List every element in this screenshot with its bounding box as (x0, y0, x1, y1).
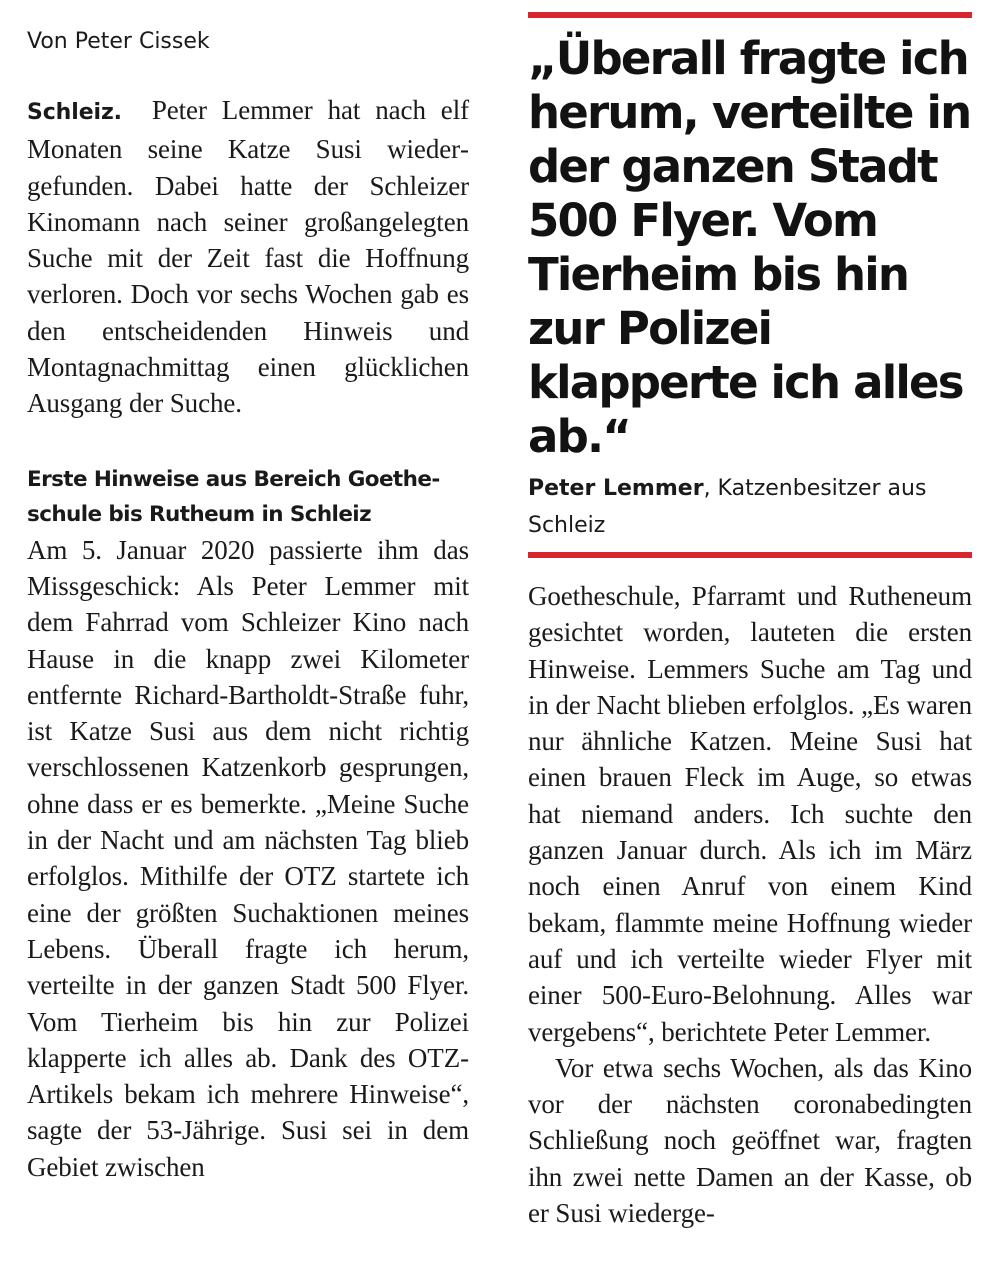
right-body (528, 578, 972, 1231)
subheading: Erste Hinweise aus Bereich Goetheschule bis Rutheum in Schleiz (27, 466, 441, 527)
pullquote-attribution (528, 470, 972, 544)
pullquote-role: , Katzenbesitzer aus Schleiz (528, 476, 927, 538)
body-left: Am 5. Januar 2020 passierte ihm das Missgeschick: Als Peter Lemmer mit dem Fahrrad vom Schleizer Kino nach Hause in die knapp zwei Kilometer entfernte Richard-Bartholdt-Straße fuhr, ist Katze Susi aus dem nicht richtig verschlossenen Katzenkorb gesprungen, ohne dass er es bemerkte. „Meine Suche in der Nacht und am nächsten Tag blieb erfolglos. Mithilfe der OTZ startete ich eine der größten Suchaktionen meines Lebens. Überall fragte ich herum, verteilte in der ganzen Stadt 500 Flyer. Vom Tierheim bis hin zur Polizei klapperte ich alles ab. Dank des OTZ-Artikels bekam ich mehrere Hinweise“, sagte der 53-Jährige. Susi sei in dem Gebiet zwischen (27, 534, 469, 1182)
byline: Von Peter Cissek (27, 29, 210, 54)
left-column (27, 22, 469, 1185)
intro-text: Peter Lemmer hat nach elf Monaten seine Katze Susi wiedergefunden. Dabei hatte der Schleizer Kinomann nach seiner großangelegten Suche mit der Zeit fast die Hoffnung verloren. Doch vor sechs Wochen gab es den entscheidenden Hinweis und Montagnachmittag einen glücklichen Ausgang der Suche. (27, 95, 469, 419)
right-column (528, 12, 972, 1231)
body-right-paragraph-2: Vor etwa sechs Wochen, als das Kino vor der nächsten coronabedingten Schließung noch geöffnet war, fragten ihn zwei nette Damen an der Kasse, ob er Susi wiederge- (528, 1052, 972, 1229)
pullquote-name: Peter Lemmer (528, 476, 704, 501)
pullquote-text: „Überall fragte ich herum, verteilte in der ganzen Stadt 500 Flyer. Vom Tierheim bis hin zur Polizei klapperte ich alles ab.“ (528, 32, 971, 463)
body-right-paragraph-1: Goetheschule, Pfarramt und Rutheneum gesichtet worden, lauteten die ersten Hinweise. Lemmers Suche am Tag und in der Nacht blieben erfolglos. „Es waren nur ähnliche Katzen. Meine Susi hat einen brauen Fleck im Auge, so etwas hat niemand anders. Ich suchte den ganzen Januar durch. Als ich im März noch einen Anruf von einem Kind bekam, flammte meine Hoffnung wieder auf und ich verteilte wieder Flyer mit einer 500-Euro-Belohnung. Alles war vergebens“, berichtete Peter Lemmer. (528, 581, 972, 1047)
dateline: Schleiz. (27, 100, 122, 125)
intro-paragraph (27, 92, 469, 422)
pullquote (528, 18, 972, 552)
pullquote-bottom-rule (528, 552, 972, 558)
